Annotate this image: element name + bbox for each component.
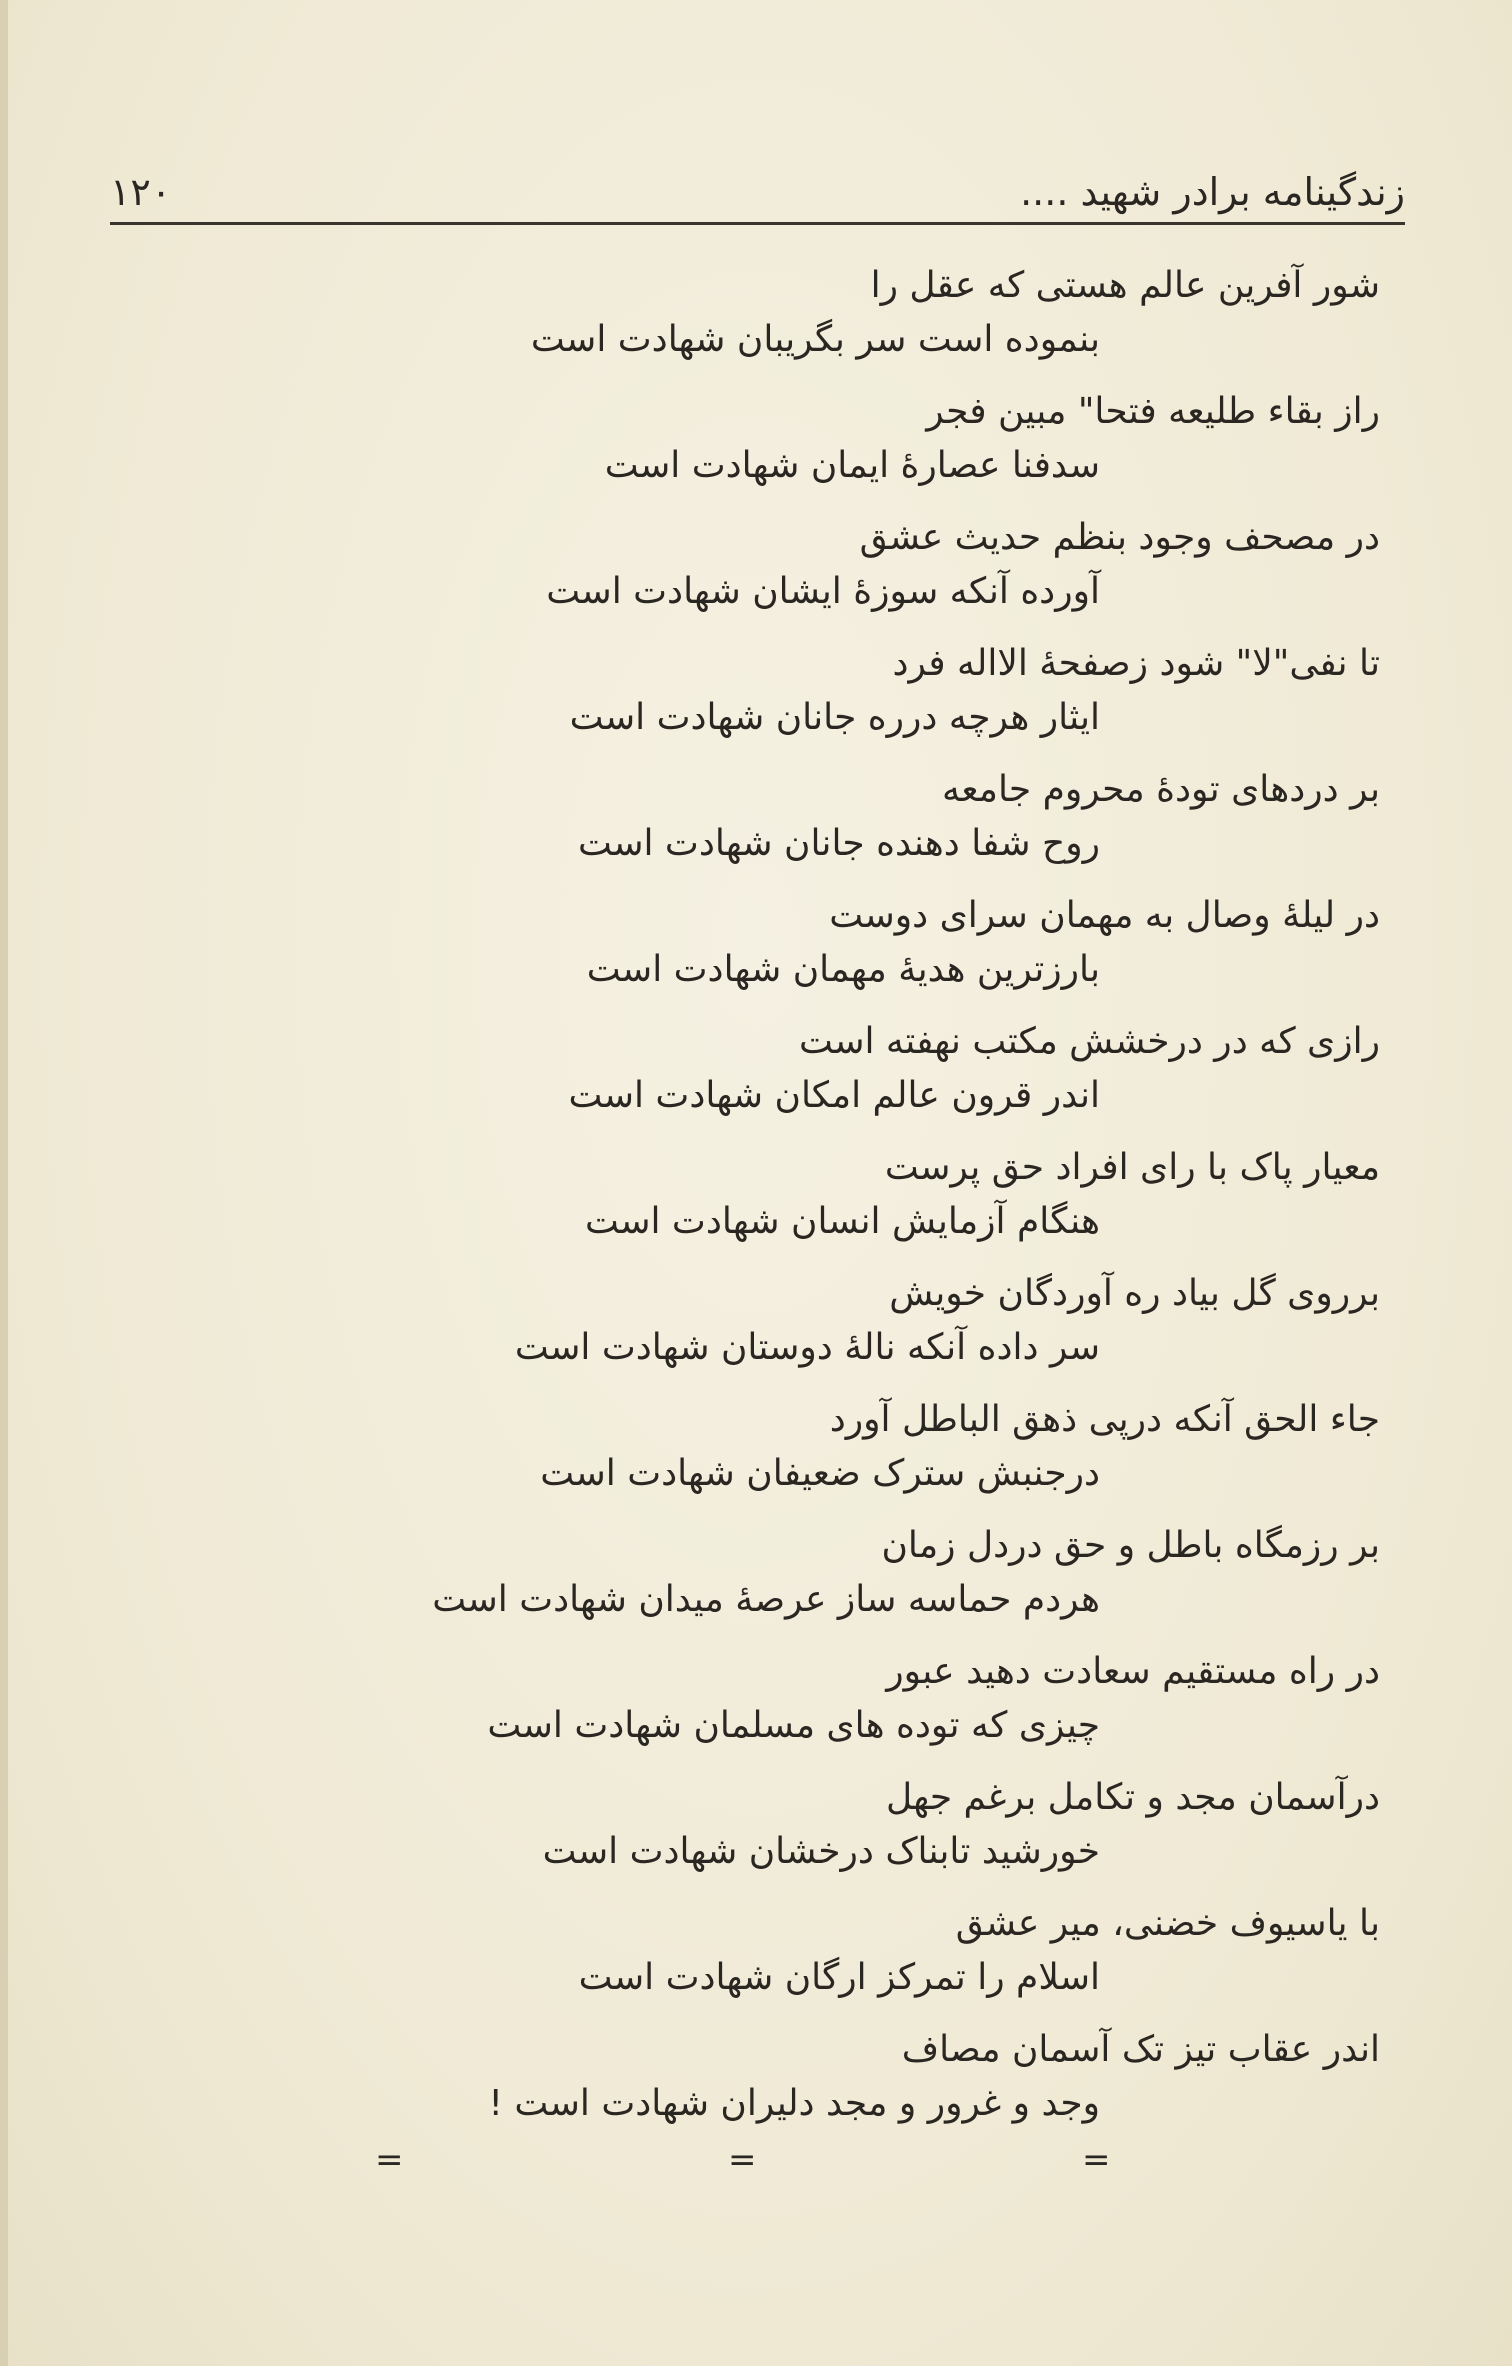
verse-line: سر داده آنکه نالهٔ دوستان شهادت است <box>514 1327 1100 1368</box>
verse-line: هردم حماسه ساز عرصهٔ میدان شهادت است <box>432 1579 1100 1620</box>
verse-line: اندر قرون عالم امکان شهادت است <box>568 1075 1100 1116</box>
verse-line: چیزی که توده های مسلمان شهادت است <box>487 1705 1100 1746</box>
closing-mark: = <box>375 2140 404 2180</box>
verse-line: با یاسیوف خضنی، میر عشق <box>955 1903 1380 1944</box>
verse-line: درآسمان مجد و تکامل برغم جهل <box>885 1777 1380 1818</box>
verse-line: هنگام آزمایش انسان شهادت است <box>584 1201 1100 1242</box>
verse-line: بارزترین هدیهٔ مهمان شهادت است <box>586 949 1100 990</box>
closing-marks <box>0 2140 1512 2190</box>
verse-line: رازی که در درخشش مکتب نهفته است <box>798 1021 1380 1062</box>
page-number: ۱۲۰ <box>110 170 172 214</box>
verse-line: اسلام را تمرکز ارگان شهادت است <box>578 1957 1100 1998</box>
verse-line: شور آفرین عالم هستی که عقل را <box>870 265 1380 306</box>
verse-line: بنموده است سر بگریبان شهادت است <box>530 319 1100 360</box>
verse-line: آورده آنکه سوزهٔ ایشان شهادت است <box>546 571 1100 612</box>
verse-line: ایثار هرچه درره جانان شهادت است <box>569 697 1100 738</box>
verse-line: راز بقاء طلیعه فتحا" مبین فجر <box>926 391 1380 432</box>
verse-line: تا نفی"لا" شود زصفحهٔ الااله فرد <box>892 643 1380 684</box>
verse-line: سدفنا عصارهٔ ایمان شهادت است <box>604 445 1100 486</box>
header-rule <box>110 222 1405 225</box>
verse-line: برروی گل بیاد ره آوردگان خویش <box>889 1273 1380 1314</box>
verse-line: در راه مستقیم سعادت دهید عبور <box>886 1651 1380 1692</box>
closing-mark: = <box>728 2140 757 2180</box>
verse-line: جاء الحق آنکه درپی ذهق الباطل آورد <box>829 1399 1380 1440</box>
verse-line: خورشید تابناک درخشان شهادت است <box>542 1831 1100 1872</box>
verse-line: روح شفا دهنده جانان شهادت است <box>577 823 1100 864</box>
verse-line: در مصحف وجود بنظم حدیث عشق <box>859 517 1380 558</box>
verse-line: وجد و غرور و مجد دلیران شهادت است ! <box>488 2083 1100 2124</box>
verse-line: بر رزمگاه باطل و حق دردل زمان <box>881 1525 1380 1566</box>
verse-line: بر دردهای تودهٔ محروم جامعه <box>942 769 1380 810</box>
page-edge <box>0 0 8 2366</box>
running-title: زندگینامه برادر شهید .... <box>1020 170 1405 214</box>
verse-line: در لیلهٔ وصال به مهمان سرای دوست <box>829 895 1380 936</box>
page-header <box>110 170 1405 230</box>
closing-mark: = <box>1082 2140 1111 2180</box>
verse-line: اندر عقاب تیز تک آسمان مصاف <box>901 2029 1380 2070</box>
verse-line: معیار پاک با رای افراد حق پرست <box>884 1147 1380 1188</box>
verse-line: درجنبش سترک ضعیفان شهادت است <box>540 1453 1100 1494</box>
